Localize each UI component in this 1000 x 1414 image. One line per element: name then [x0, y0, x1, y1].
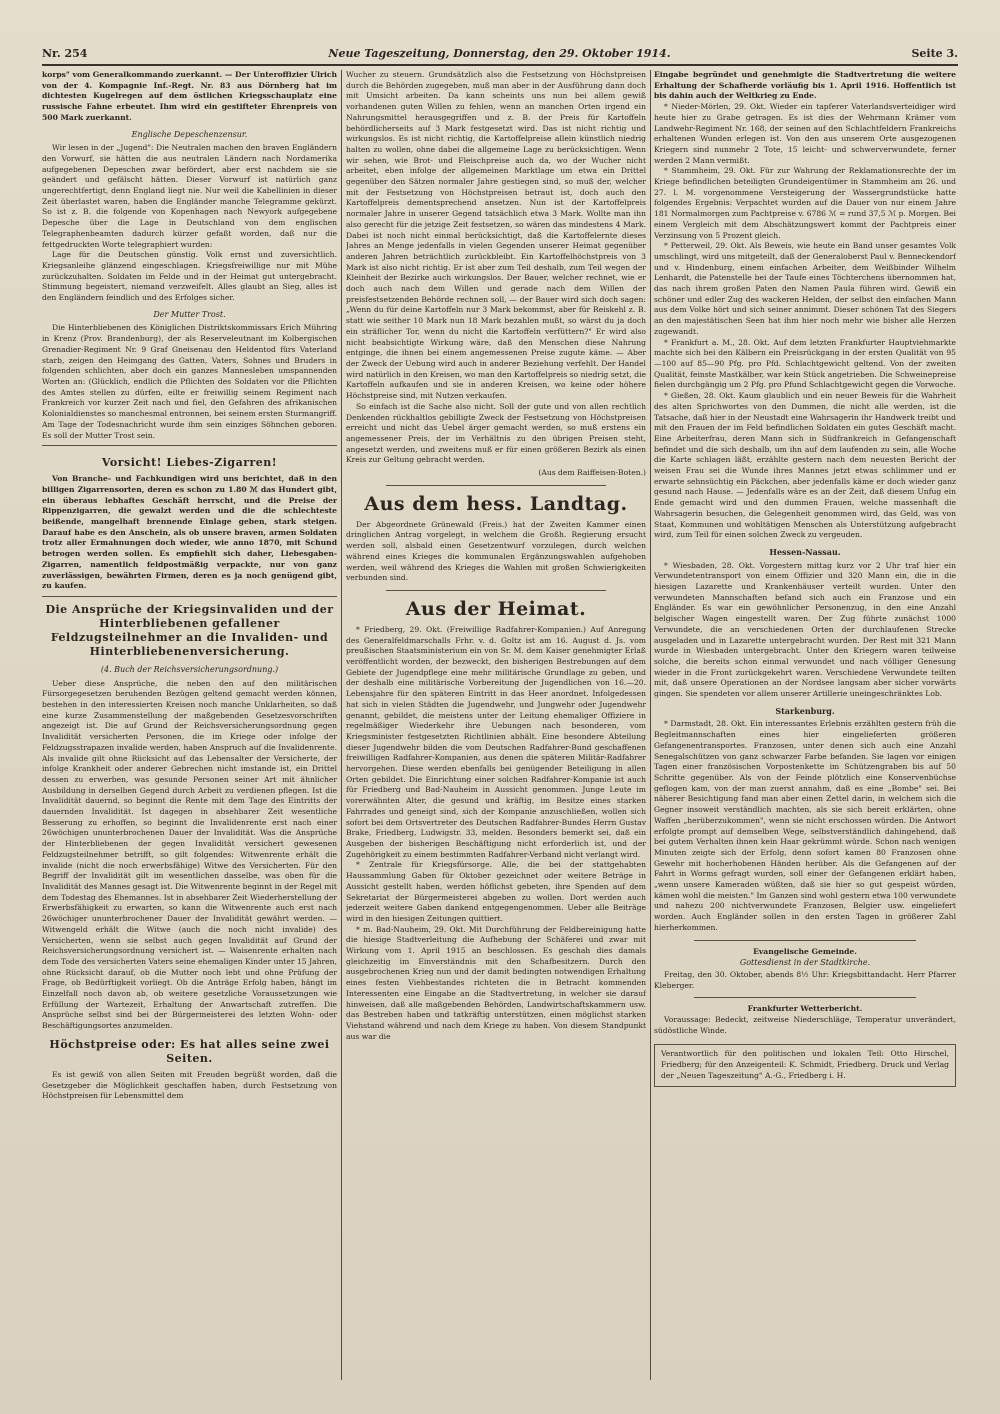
advertisement-notice	[42, 445, 337, 597]
church-notice: Freitag, den 30. Oktober, abends 8½ Uhr: Kriegsbittandacht. Herr Pfarrer Kleberger.	[654, 969, 956, 990]
section-headline: Aus der Heimat.	[405, 597, 587, 620]
article-text: Wir lesen in der „Jugend": Die Neutralen machen den braven Engländern den Vorwurf, sie hätten die aus neutralen Ländern nach Nordamerika aufgegebenen Depeschen zwar befördert, aber erst nachdem sie sie geändert und gefälscht hätten. Dieser Vorwurf ist natürlich ganz ungerechtfertigt, denn England liegt nie. Nur weil die Kabellinien in dieser Zeit überlastet waren, haben die Engländer manche Telegramme gekürzt. So ist z. B. die folgende von Kopenhagen nach Newyork aufgegebene Depesche über die Lage in Deutschland von dem englischen Telegraphenbeamten dadurch kürzer gefaßt worden, daß nur die fettgedruckten Worte telegraphiert wurden:	[42, 143, 337, 249]
ad-text: Von Branche- und Fachkundigen wird uns berichtet, daß in den billigen Zigarrensorten, deren es schon zu 1.80 ℳ das Hundert gibt, ein überaus lebhaftes Geschäft herrscht, und die Preise der Rippenzigarren, die gewalzt werden und die die schlechteste beißende, mangelhaft brennende Einlage geben, stark steigen. Darauf habe es den Anschein, als ob unsere braven, armen Soldaten trotz aller Ermahnungen doch wieder, wie anno 1870, mit Schund betrogen werden sollen. Es empfiehlt sich daher, Liebesgaben-Zigarren, namentlich feldpostmäßig verpackte, nur von ganz zuverlässigen, bewährten Firmen, deren es ja noch genügend gibt, zu kaufen.	[42, 474, 337, 591]
weather-heading: Frankfurter Wetterbericht.	[747, 1004, 863, 1014]
issue-number: Nr. 254	[42, 46, 88, 60]
article-text: * Petterweil, 29. Okt. Als Beweis, wie heute ein Band unser gesamtes Volk umschlingt, wird uns mitgeteilt, daß der Generaloberst Paul v. Benneckendorf und v. Hindenburg, einem einfachen Arbeiter, dem Weißbinder Wilhelm Lenhardt, die Patenstelle bei der Taufe eines Töchterchens übernommen hat, das nach ihrem großen Paten den Namen Paula führen wird. Gewiß ein schöner und edler Zug des wackeren Helden, der selbst den einfachen Mann aus dem Volke hört und sich seiner annimmt. Dieser schönen Tat des Siegers an den majestätischen Seen hat ihm hier noch mehr wie bisher alle Herzen zugewandt.	[654, 241, 956, 336]
article-text: * Gießen, 28. Okt. Kaum glaublich und ein neuer Beweis für die Wahrheit des alten Sprichwortes von den Dummen, die nicht alle werden, ist die Tatsache, daß hier in der Neustadt eine Wahrsagerin ihr Handwerk treibt und mit den Frauen der im Feld befindlichen Soldaten ein gutes Geschäft macht. Eine Arbeiterfrau, deren Mann sich in Südfrankreich in Gefangenschaft befindet und die sich deshalb, um ihn auf dem laufenden zu sein, alle Woche die Karte schlagen läßt, erzählte gestern nach dem neuesten Bericht der weisen Frau sei die Wunde ihres Mannes jetzt etwas schlimmer und er erwarte sehnsüchtig ein Päckchen, aber jedenfalls käme er doch wieder ganz gesund nach Hause. — Jedenfalls wäre es an der Zeit, daß diesem Unfug ein Ende gemacht wird und den dummen Frauen, welche massenhaft die Wahrsagerin besuchen, die Gelegenheit genommen wird, das Geld, was von Staat, Kommunen und wohltätigen Menschen als Unterstützung aufgebracht wird, zum Teil für einen solchen Zweck zu vergeuden.	[654, 391, 956, 540]
ad-headline: Vorsicht! Liebes-Zigarren!	[101, 456, 278, 470]
article-text: * Frankfurt a. M., 28. Okt. Auf dem letzten Frankfurter Hauptviehmarkte machte sich bei den Kälbern ein Preisrückgang in der ersten Qualität von 95—100 auf 85—90 Pfg. pro Pfd. Schlachtgewicht geltend. Von der zweiten Qualität, feinste Mastkälber, war kein Stück angetrieben. Die Schweinepreise fielen durchgängig um 2 Pfg. pro Pfund Schlachtgewicht gegen die Vorwoche.	[654, 337, 956, 390]
article-headline: Höchstpreise oder: Es hat alles seine zwei Seiten.	[49, 1037, 330, 1065]
article-quote: Lage für die Deutschen günstig. Volk ernst und zuversichtlich. Kriegsanleihe glänzend eingeschlagen. Kriegsfreiwillige nur mit Mühe zurückzuhalten. Soldaten im Felde und in der Heimat gut untergebracht. Stimmung begeistert, niemand verzweifelt. Alles glaubt an Sieg, alles ist den Engländern feindlich und des Erfolges sicher.	[42, 250, 337, 303]
column-divider	[341, 70, 342, 1380]
article-text: Wucher zu steuern. Grundsätzlich also die Festsetzung von Höchstpreisen durch die Behörden zugegeben, muß man aber in der Ausführung dann doch mit Umsicht arbeiten. Da kann scheints uns nun bei allem gewiß vorhandenen guten Willen zu fehlen, wenn an manchen Orten irgend ein Nahrungsmittel herausgegriffen und z. B. der Preis für Kartoffeln behördlicherseits auf 3 Mark festgesetzt wird. Das ist nicht richtig und wirkungslos. Es ist nicht richtig, die Kartoffelpreise allein künstlich niedrig halten zu wollen, ohne dabei die allgemeine Lage zu berücksichtigen. Wenn wir sehen, wie Brot- und Fleischpreise auch da, wo der Wucher nicht arbeitet, eben infolge der allgemeinen Marktlage um etwa ein Drittel gegenüber den Sätzen normaler Jahre gestiegen sind, so muß der, welcher mit der Festsetzung von Höchstpreisen betraut ist, doch auch den Kartoffelpreis dementsprechend ansetzen. Nun ist der Kartoffelpreis normaler Jahre in unserer Gegend tatsächlich etwa 3 Mark. Wollte man ihn also gerecht für die jetzige Zeit festsetzen, so wären das mindestens 4 Mark. Dabei ist noch nicht einmal berücksichtigt, daß die Kartoffelernte dieses Jahres an Menge jedenfalls in vielen Gegenden unserer Heimat gegenüber anderen Jahren beträchtlich zurückbleibt. Ein Kartoffelhöchstpreis von 3 Mark ist also nicht richtig. Er ist aber zum Teil deshalb, zum Teil wegen der Kleinheit der Bezirke auch wirkungslos. Der Bauer, welcher rechnet, wie er doch auch nach dem Willen und gerade nach dem Willen der preisfestsetzenden Behörde rechnen soll, — der Bauer wird sich doch sagen: „Wenn du für deine Kartoffeln nur 3 Mark bekommst, aber für Reiskehl z. B. statt wie seither 10 Mark nun 18 Mark bezahlen mußt, so wärst du ja doch ein sträflicher Tor, wenn du nicht die Kartoffeln verfüttern?" Er wird also nicht beabsichtigte Wirkung wäre, daß den Menschen diese Nahrung entginge, die ihnen bei einem angemessenen Preise zugute käme. — Aber der Zweck der Uebung wird auch in anderer Beziehung verfehlt. Der Handel wird natürlich in den Kreisen, wo man den Kartoffelpreis so niedrig setzt, die Kartoffeln aufkaufen und sie in anderen Kreisen, wo keine oder höhere Höchstpreise sind, mit Nutzen verkaufen.	[346, 70, 646, 401]
article-text: * Zentrale für Kriegsfürsorge. Alle, die bei der stattgehabten Haussammlung Gaben für Oktober gezeichnet oder weitere Beträge in Aussicht gestellt haben, werden höflichst gebeten, ihre Spenden auf dem Sekretariat der Bürgermeisterei abgeben zu wollen. Dort werden auch jederzeit weitere Gaben dankend entgegengenommen. Ueber alle Beiträge wird in den hiesigen Zeitungen quittiert.	[346, 860, 646, 923]
article-text: Ueber diese Ansprüche, die neben den auf den militärischen Fürsorgegesetzen beruhenden Bezügen geltend gemacht werden können, bestehen in den interessierten Kreisen noch manche Unklarheiten, so daß eine kurze Zusammenstellung der maßgebenden Gesetzesvorschriften angezeigt ist. Die auf Grund der Reichsversicherungsordnung gegen Invalidität versicherten Personen, die im Kriege oder infolge der Feldzugsstrapazen invalide werden, haben Anspruch auf die Invalidenrente. Als invalide gilt ohne Rücksicht auf das Lebensalter der Versicherte, der infolge Krankheit oder anderer Gebrechen nicht imstande ist, ein Drittel dessen zu erwerben, was gesunde Personen seiner Art mit ähnlicher Ausbildung in derselben Gegend durch Arbeit zu verdienen pflegen. Ist die Invalidität dauernd, so beginnt die Rente mit dem Tage des Eintritts der dauernden Invalidität. Ist dagegen in absehbarer Zeit wesentliche Besserung zu erhoffen, so beginnt die Invalidenrente erst nach einer 26wöchigen ununterbrochenen Dauer der Invalidität. Was die Ansprüche der Hinterbliebenen der gegen Invalidität versichert gewesenen Feldzugsteilnehmer betrifft, so gilt folgendes: Witwenrente erhält die invalide (nicht die noch erwerbsfähige) Witwe des Versicherten. Für den Begriff der Invalidität gilt im wesentlichen dasselbe, was oben für die Invalidität des Mannes gesagt ist. Die Witwenrente beginnt in der Regel mit dem Todestag des Ehemannes. Ist in absehbarer Zeit Wiederherstellung der Erwerbsfähigkeit zu erwarten, so kann die Witwenrente auch erst nach 26wöchiger ununterbrochener Dauer der Invalidität gewährt werden. — Witwengeld erhält die Witwe (auch die noch nicht invalide) des Versicherten, wenn sie selbst auch gegen Invalidität auf Grund der Reichsversicherungsordnung versichert ist. — Waisenrente erhalten nach dem Tode des versicherten Vaters seine ehemaligen Kinder unter 15 Jahren, ohne Rücksicht darauf, ob die Mutter noch lebt und ohne Prüfung der Frage, ob Bedürftigkeit vorliegt. Ob die Anträge Erfolg haben, hängt im Einzelfall noch davon ab, ob weitere gesetzliche Voraussetzungen wie Erfüllung der Wartezeit, Erhaltung der Anwartschaft zutreffen. Die Ansprüche selbst sind bei der Bürgermeisterei des letzten Wohn- oder Beschäftigungsortes anzumelden.	[42, 678, 337, 1031]
article-headline: Die Ansprüche der Kriegsinvaliden und der Hinterbliebenen gefallener Feldzugsteilnehmer an die Invaliden- und Hinterbliebenenversicherung.	[45, 602, 334, 658]
region-heading: Hessen-Nassau.	[769, 546, 841, 557]
article-text: Eingabe begründet und genehmigte die Stadtvertretung die weitere Erhaltung der Schafherde vorläufig bis 1. April 1916. Hoffentlich ist bis dahin auch der Weltkrieg zu Ende.	[654, 70, 956, 101]
divider	[386, 590, 606, 591]
page-number: Seite 3.	[911, 46, 958, 60]
article-text: * m. Bad-Nauheim, 29. Okt. Mit Durchführung der Feldbereinigung hatte die hiesige Stadtverleitung die Aufhebung der Schäferei und zwar mit Wirkung vom 1. April 1915 an beschlossen. Es geschah dies damals gleichzeitig im Einverständnis mit den Schafbesitzern. Durch den ausgebrochenen Krieg nun und der damit bedingten notwendigen Erhaltung eines festen Viehbestandes richteten die in Betracht kommenden Interessenten eine Eingabe an die Stadtvertretung, in welcher sie darauf hinweisen, daß alle maßgebenden Behörden, Landwirtschaftskammern usw. das Bestreben haben und tatkräftig unterstützen, einen möglichst starken Viehstand während und nach dem Kriege zu haben. Von diesem Standpunkt aus war die	[346, 924, 646, 1041]
region-heading: Starkenburg.	[775, 705, 835, 716]
column-3	[654, 70, 956, 1380]
church-heading: Evangelische Gemeinde.	[753, 946, 857, 956]
masthead-date: Neue Tageszeitung, Donnerstag, den 29. Oktober 1914.	[328, 46, 671, 60]
article-text: korps" vom Generalkommando zuerkannt. — Der Unteroffizier Ulrich von der 4. Kompagnie Inf.-Regt. Nr. 83 aus Dörnberg hat im dichtesten Kugelregen auf dem östlichen Kriegsschauplatz eine russische Fahne erbeutet. Ihm wird ein gestifteter Ehrenpreis von 500 Mark zuerkannt.	[42, 70, 337, 122]
article-subheading: (4. Buch der Reichsversicherungsordnung.)	[100, 664, 279, 674]
church-subheading: Gottesdienst in der Stadtkirche.	[739, 958, 871, 968]
article-source: (Aus dem Raiffeisen-Boten.)	[538, 468, 646, 478]
article-text: * Nieder-Mörlen, 29. Okt. Wieder ein tapferer Vaterlandsverteidiger wird heute hier zu Grabe getragen. Es ist dies der Wehrmann Krämer vom Landwehr-Regiment Nr. 168, der seinen auf den Schlachtfeldern Frankreichs erhaltenen Wunden erlegen ist. Von den aus unserem Orte ausgezogenen Kriegern sind nunmehr 2 Tote, 15 leicht- und schwerverwundete, ferner werden 2 Mann vermißt.	[654, 102, 956, 165]
column-divider	[650, 70, 651, 1380]
section-heading: Der Mutter Trost.	[153, 309, 226, 319]
column-2	[346, 70, 646, 1380]
article-text: * Stammheim, 29. Okt. Für zur Wahrung der Reklamationsrechte der im Kriege befindlichen beteiligten Grundeigentümer in Stammheim am 26. und 27. l. M. vorgenommene Versteigerung der Wassergrundstücke hatte folgendes Ergebnis: Verpachtet wurden auf die Dauer von nur einem Jahre 181 Normalmorgen zum Pachtpreise v. 6786 ℳ = rund 37,5 ℳ p. Morgen. Bei einem Vergleich mit dem Abschätzungswert kommt der Pachtpreis einer Verzinsung von 5 Prozent gleich.	[654, 166, 956, 240]
section-heading: Englische Depeschenzensur.	[131, 129, 248, 139]
imprint: Verantwortlich für den politischen und lokalen Teil: Otto Hirschel, Friedberg; für den Anzeigenteil: K. Schmidt, Friedberg. Druck und Verlag der „Neuen Tageszeitung" A.-G., Friedberg i. H.	[654, 1044, 956, 1086]
article-text: * Friedberg, 29. Okt. (Freiwillige Radfahrer-Kompanien.) Auf Anregung des Generalfeldmarschalls Frhr. v. d. Goltz ist am 16. August d. Js. vom preußischen Staatsministerium ein von Sr. M. dem Kaiser genehmigter Erlaß veröffentlicht worden, der bezweckt, den bisherigen Bestrebungen auf dem Gebiete der Jugendpflege eine mehr militärische Grundlage zu geben, und der deshalb eine militärische Vorbereitung der Jugendlichen von 16.—20. Lebensjahre für den späteren Eintritt in das Heer anordnet. Infolgedessen hat sich in vielen Städten die Jugendwehr, und Jungwehr oder Jugendwehr genannt, gebildet, die meistens unter der Leitung ehemaliger Offiziere in regelmäßiger Wiederkehr ihre Uebungen nach besonderen, vom Kriegsminister festgesetzten Richtlinien abhält. Eine besondere Abteilung dieser Jugendwehr bilden die vom Deutschen Radfahrer-Bund geschaffenen freiwilligen Radfahrer-Kompanien, aus denen die späteren Militär-Radfahrer hervorgehen. Diese werden ebenfalls bei genügender Beteiligung in allen Orten gebildet. Die Einrichtung einer solchen Radfahrer-Kompanie ist auch für Friedberg und Bad-Nauheim in Aussicht genommen. Junge Leute im vorerwähnten Alter, die gesund und kräftig, im Besitze eines starken Fahrrades und geneigt sind, sich der Kompanie anzuschließen, wollen sich sofort bei dem Ortsvertreter des Deutschen Radfahrer-Bundes Herrn Gustav Brake, Friedberg, Ludwigstr. 33, melden. Besonders bemerkt sei, daß ein Ausgeben der bisherigen Beschäftigung nicht erforderlich ist, und der Zugehörigkeit zu einem bestimmten Radfahrer-Verband nicht verlangt wird.	[346, 624, 646, 859]
article-text: Es ist gewiß von allen Seiten mit Freuden begrüßt worden, daß die Gesetzgeber die Möglichkeit geschaffen haben, durch Festsetzung von Höchstpreisen für Lebensmittel dem	[42, 1069, 337, 1101]
article-text: * Darmstadt, 28. Okt. Ein interessantes Erlebnis erzählten gestern früh die Begleitmannschaften eines hier eingelieferten größeren Gefangenentransportes. Franzosen, unter denen sich auch eine Anzahl Senegalschützen von ganz schwarzer Farbe befanden. Sie lagen vor einigen Tagen einer französischen Vorpostenkette im Schützengraben bis auf 50 Schritte gegenüber. Als von der Feinde plötzlich eine Konservenbüchse geflogen kam, von der man zuerst annahm, daß es eine „Bombe" sei. Bei näherer Besichtigung fand man aber einen Zettel darin, in welchem sich die Gegner insoweit verständlich machten, als sie sich bereit erklärten, ohne Waffen „herüberzukommen", wenn sie nicht erschossen würden. Die Antwort erfolgte prompt auf demselben Wege, selbstverständlich dahingehend, daß bei gutem Verhalten ihnen kein Haar gekrümmt würde. Schon nach wenigen Minuten zeigte sich der Erfolg, denn sofort kamen 80 Franzosen ohne Gewehr mit hocherhobenen Händen herüber. Als die Gefangenen auf der Fahrt in Worms gefragt wurden, soll einer der Gefangenen erklärt haben, „wenn unsere Kameraden wüßten, daß sie hier so gut gespeist würden, kämen wohl die meisten." Im Ganzen sind wohl gestern etwa 100 verwundete und nahezu 200 nichtverwundete Franzosen, Belgier usw. eingeliefert worden. Auch Engländer sollen in den ersten Tagen in größerer Zahl hierherkommen.	[654, 719, 956, 932]
divider	[694, 940, 916, 941]
page-header	[42, 42, 958, 66]
divider	[694, 997, 916, 998]
article-text: So einfach ist die Sache also nicht. Soll der gute und von allen rechtlich Denkenden rückhaltlos gebilligte Zweck der Festsetzung von Höchstpreisen erreicht und nicht das Uebel ärger gemacht werden, so muß erstens ein angemessener Preis, der im Verhältnis zu den übrigen Preisen steht, angesetzt werden, und zweitens muß er für einen größeren Bezirk als einen Kreis zur Geltung gebracht werden.	[346, 401, 646, 465]
divider	[386, 485, 606, 486]
column-1	[42, 70, 337, 1380]
article-text: * Wiesbaden, 28. Okt. Vorgestern mittag kurz vor 2 Uhr traf hier ein Verwundetentransport von einem Offizier und 320 Mann ein, die in die hiesigen Lazarette und Krankenhäuser verteilt wurden. Unter den verwundeten Mannschaften befand sich auch ein Franzose und ein Engländer. Es war ein gewöhnlicher Personenzug, in den eine Anzahl belgischer Wagen eingestellt waren. Der Zug führte zunächst 1000 Verwundete, die an verschiedenen Orten der durchlaufenen Strecke ausgeladen und in Lazarette untergebracht wurden. Der Rest mit 321 Mann wurde in Wiesbaden untergebracht. Unter den Kriegern waren teilweise solche, die bereits schon einmal verwundet und nach völliger Genesung wieder in die Front zurückgekehrt waren. Verschiedene Verwundete teilten mit, daß unsere Operationen an der Nordsee langsam aber sicher vorwärts gingen. Sie spendeten vor allem unserer Artillerie uneingeschränktes Lob.	[654, 560, 956, 699]
article-text: Die Hinterbliebenen des Königlichen Distriktskommissars Erich Mühring in Krenz (Prov. Brandenburg), der als Reserveleutnant im Kolbergischen Grenadier-Regiment Nr. 9 Graf Gneisenau den Heldentod fürs Vaterland starb, zeigen den Heimgang des Gatten, Vaters, Sohnes und Bruders in folgenden schlichten, aber doch ein ganzes Mannesleben umspannenden Worten an: (Glücklich, endlich die Pflichten des Soldaten vor die Pflichten des Amtes stellen zu dürfen, eilte er freiwillig seinem Regiment nach Frankreich vor kurzer Zeit nach und fiel, den Gefahren des afrikanischen Kolonialdienstes so manchesmal entronnen, bei seinem ersten Sturmangriff. Am Tage der Todesnachricht wurde ihm sein einziges Söhnchen geboren. Es soll der Mutter Trost sein.	[42, 323, 337, 440]
section-headline: Aus dem hess. Landtag.	[364, 492, 628, 515]
article-text: Der Abgeordnete Grünewald (Freis.) hat der Zweiten Kammer einen dringlichen Antrag vorgelegt, in welchem die Großh. Regierung ersucht werden soll, alsbald einen Gesetzentwurf vorzulegen, durch welchen während eines Krieges die kommunalen Ergänzungswahlen aufgehoben werden, weil während des Krieges die Wahlen mit großen Schwierigkeiten verbunden sind.	[346, 519, 646, 583]
weather-text: Voraussage: Bedeckt, zeitweise Niederschläge, Temperatur unverändert, südöstliche Winde.	[654, 1015, 956, 1035]
